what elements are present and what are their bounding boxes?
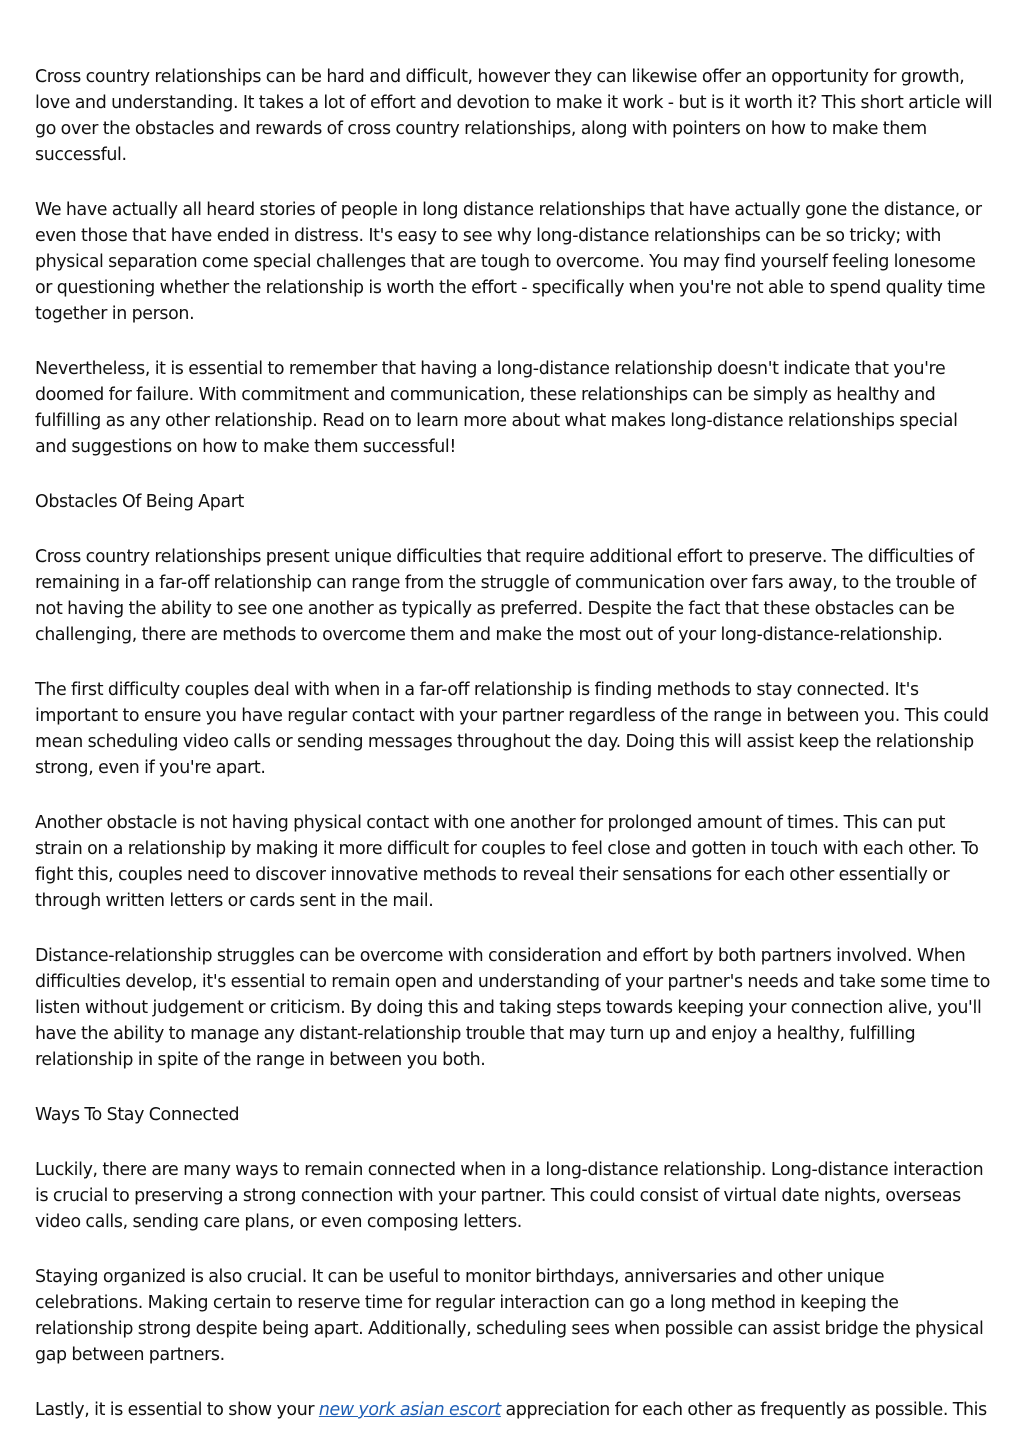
paragraph-intro: Cross country relationships can be hard and difficult, however they can likewise offer an opportunity for growth, love and understanding. It takes a lot of effort and devotion to make it work - but is it worth it? This short article will go over the obstacles and rewards of cross country relationships, along with pointers on how to make them successful. <box>35 67 993 165</box>
paragraph-lastly-start: Lastly, it is essential to show your <box>35 1400 319 1420</box>
paragraph-staying-organized: Staying organized is also crucial. It can be useful to monitor birthdays, anniversaries and other unique celebrations. Making certain to reserve time for regular interaction can go a long method in keeping the relationship strong despite being apart. Additionally, scheduling sees when possible can assist bridge the physical gap between partners. <box>35 1267 984 1365</box>
heading-ways-to-stay-connected: Ways To Stay Connected <box>35 1105 240 1125</box>
heading-obstacles: Obstacles Of Being Apart <box>35 492 244 512</box>
paragraph-stories: We have actually all heard stories of people in long distance relationships that have actually gone the distance, or even those that have ended in distress. It's easy to see why long-distance relationships can be so tricky; with physical separation come special challenges that are tough to overcome. You may find yourself feeling lonesome or questioning whether the relationship is worth the effort - specifically when you're not able to spend quality time together in person. <box>35 200 986 324</box>
paragraph-another-obstacle: Another obstacle is not having physical contact with one another for prolonged amount of times. This can put strain on a relationship by making it more difficult for couples to feel close and gotten in touch with each other. To fight this, couples need to discover innovative methods to reveal their sensations for each other essentially or through written letters or cards sent in the mail. <box>35 813 979 911</box>
paragraph-lastly <box>35 1397 993 1423</box>
paragraph-difficulties: Cross country relationships present unique difficulties that require additional effort to preserve. The difficulties of remaining in a far-off relationship can range from the struggle of communication over fars away, to the trouble of not having the ability to see one another as typically as preferred. Despite the fact that these obstacles can be challenging, there are methods to overcome them and make the most out of your long-distance-relationship. <box>35 547 976 645</box>
inline-link[interactable]: new york asian escort <box>318 1400 501 1420</box>
paragraph-commitment: Nevertheless, it is essential to remember that having a long-distance relationship doesn't indicate that you're doomed for failure. With commitment and communication, these relationships can be simply as healthy and fulfilling as any other relationship. Read on to learn more about what makes long-distance relationships special and suggestions on how to make them successful! <box>35 359 958 457</box>
paragraph-first-difficulty: The first difficulty couples deal with when in a far-off relationship is finding methods to stay connected. It's important to ensure you have regular contact with your partner regardless of the range in between you. This could mean scheduling video calls or sending messages throughout the day. Doing this will assist keep the relationship strong, even if you're apart. <box>35 680 989 778</box>
document-body <box>35 64 993 1452</box>
paragraph-lastly-end: appreciation for each other as frequently as possible. This <box>500 1400 987 1420</box>
paragraph-luckily: Luckily, there are many ways to remain connected when in a long-distance relationship. Long-distance interaction is crucial to preserving a strong connection with your partner. This could consist of virtual date nights, overseas video calls, sending care plans, or even composing letters. <box>35 1160 984 1232</box>
paragraph-struggles: Distance-relationship struggles can be overcome with consideration and effort by both partners involved. When difficulties develop, it's essential to remain open and understanding of your partner's needs and take some time to listen without judgement or criticism. By doing this and taking steps towards keeping your connection alive, you'll have the ability to manage any distant-relationship trouble that may turn up and enjoy a healthy, fulfilling relationship in spite of the range in between you both. <box>35 946 991 1070</box>
